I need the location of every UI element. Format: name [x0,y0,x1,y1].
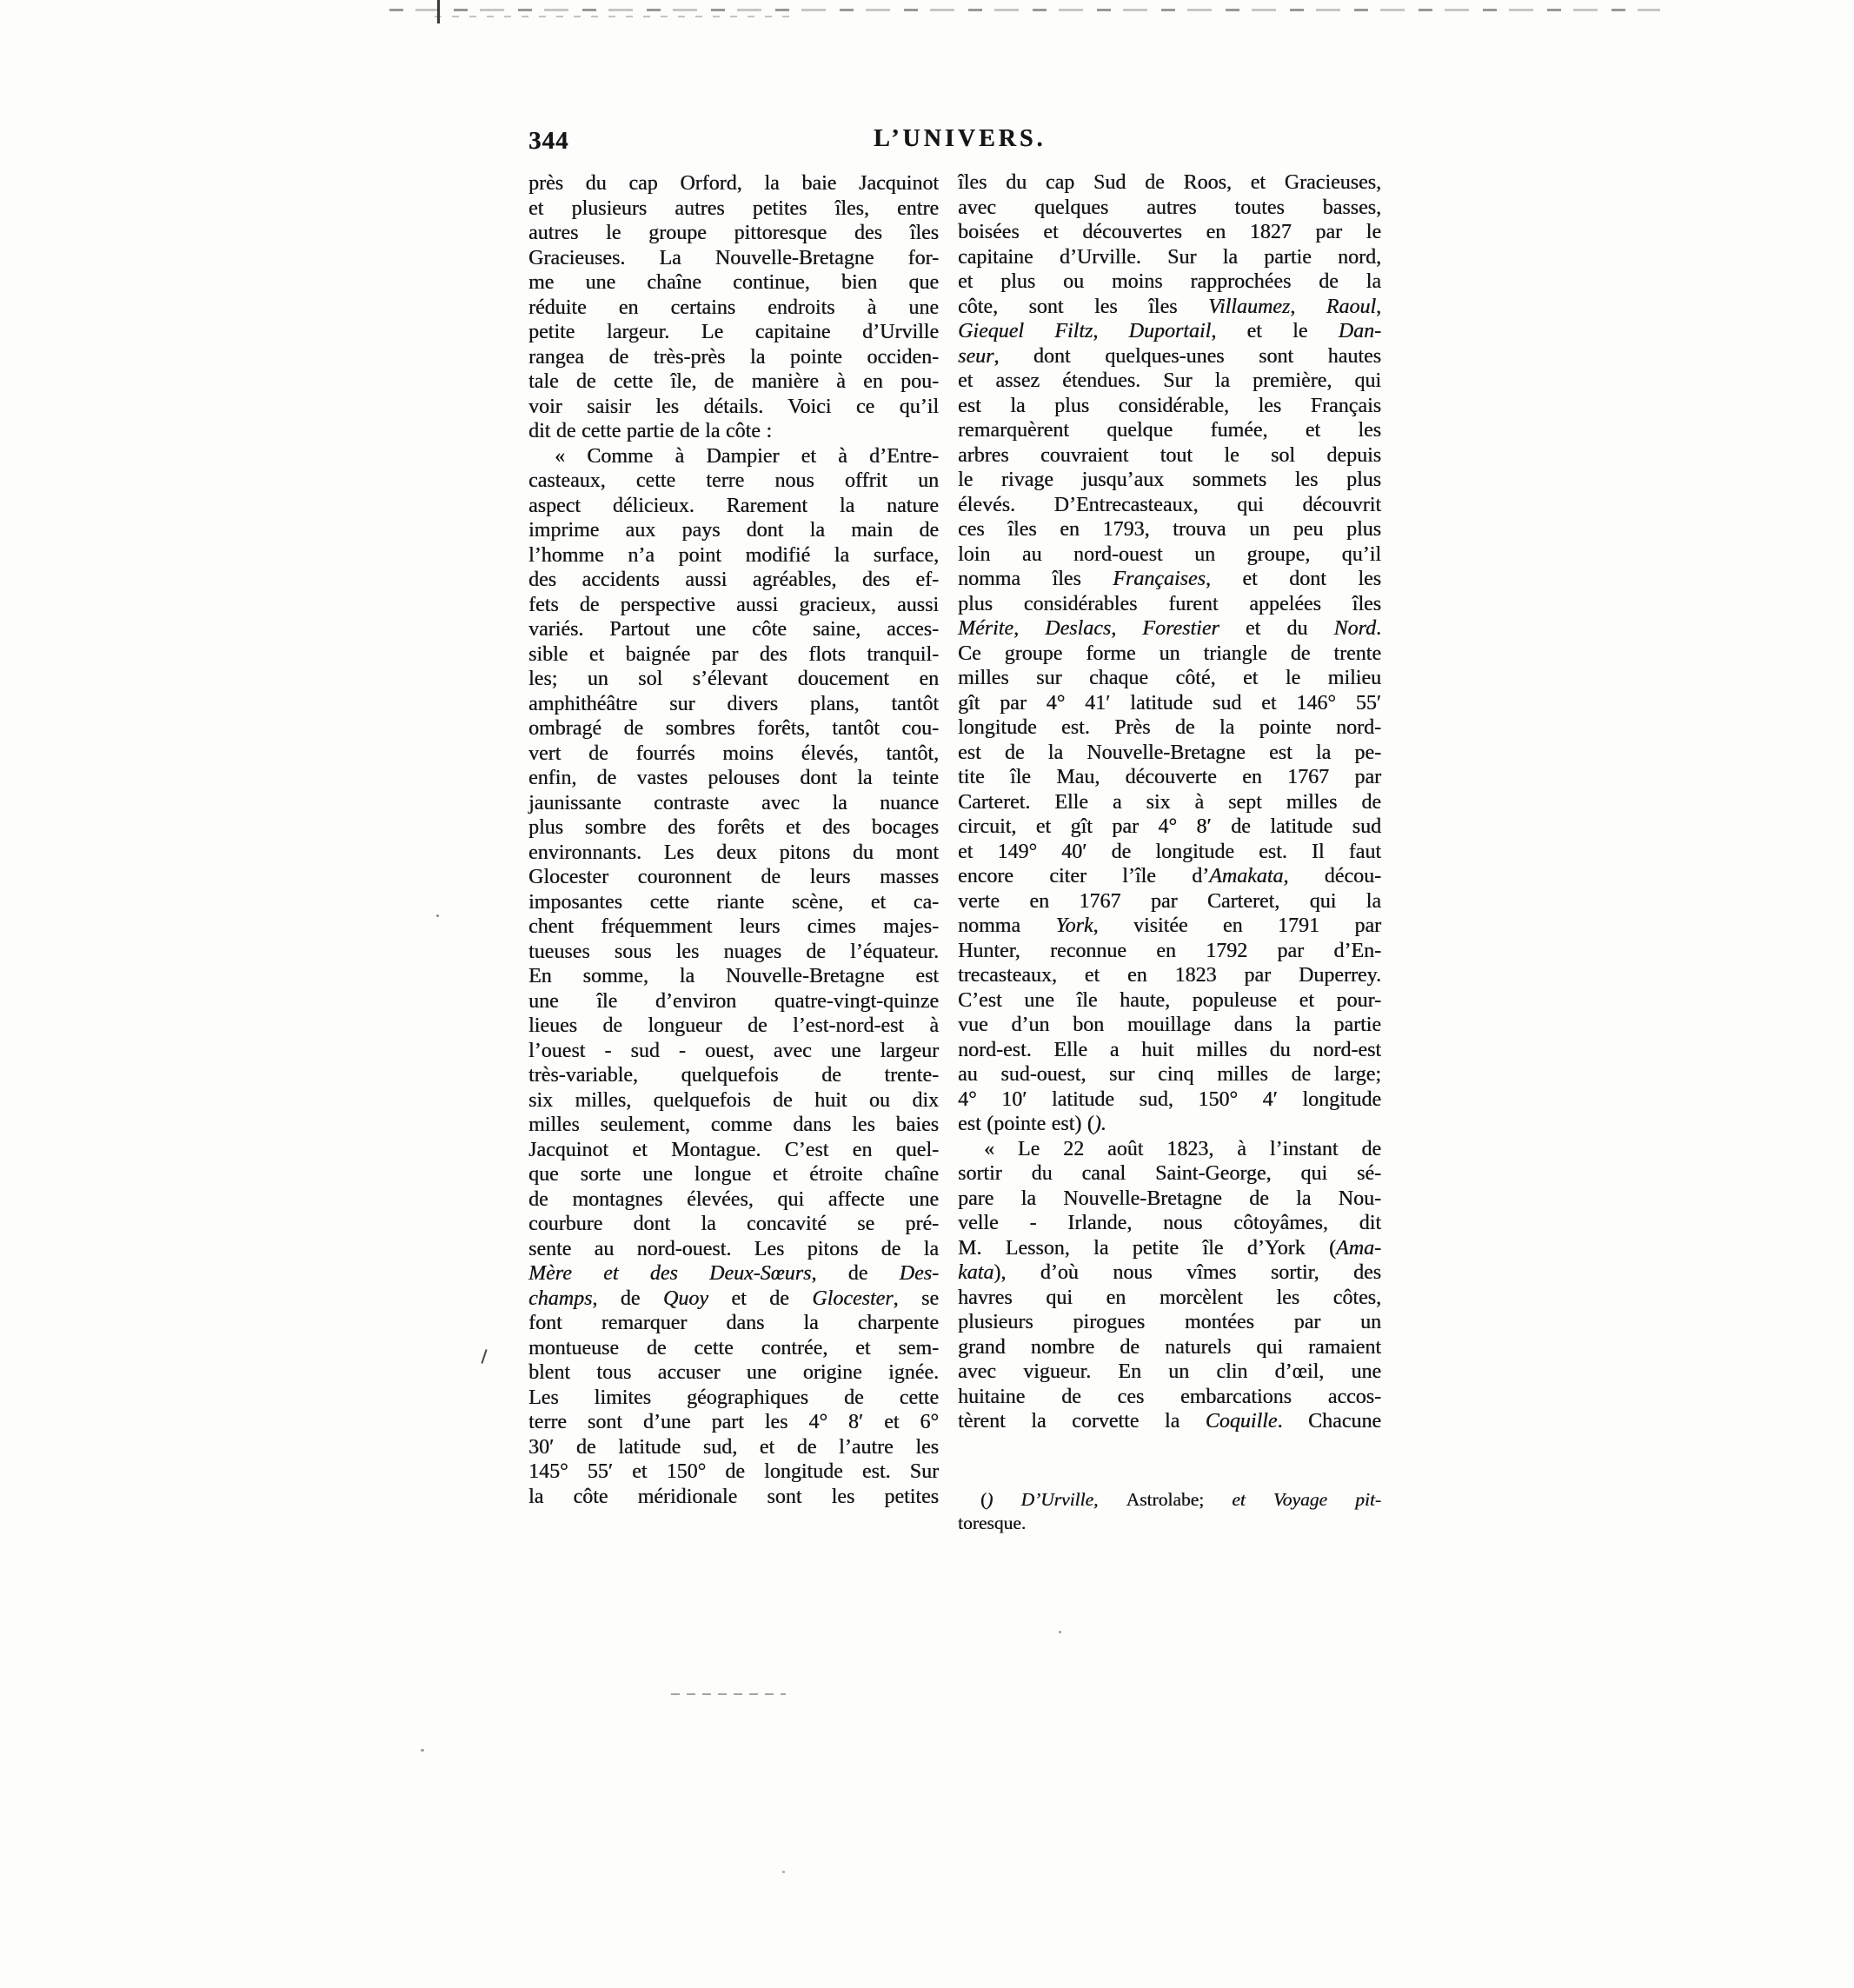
text-line: tite île Mau, découverte en 1767 par [958,766,1381,788]
text-line: loin au nord-ouest un groupe, qu’il [958,542,1381,566]
text-line: environnants. Les deux pitons du mont [528,841,939,864]
text-line: milles sur chaque côté, et le milieu [958,667,1381,689]
text-line: au sud-ouest, sur cinq milles de large; [958,1063,1381,1086]
text-line: « Le 22 août 1823, à l’instant de [984,1137,1381,1160]
text-line: de montagnes élevées, qui affecte une [528,1187,939,1211]
text-line: boisées et découvertes en 1827 par le [958,221,1381,243]
page-number: 344 [528,127,569,155]
text-line: sente au nord-ouest. Les pitons de la [528,1237,939,1260]
text-line: M. Lesson, la petite île d’York (Ama- [958,1236,1381,1260]
text-line: et 149° 40′ de longitude est. Il faut [958,840,1381,863]
text-line: plusieurs pirogues montées par un [958,1311,1381,1333]
text-line: plus sombre des forêts et des bocages [528,816,939,839]
text-line: trecasteaux, et en 1823 par Duperrey. [958,964,1381,987]
text-line: très-variable, quelquefois de trente- [528,1064,939,1087]
text-line: Hunter, reconnue en 1792 par d’En- [958,939,1381,962]
text-line: élevés. D’Entrecasteaux, qui découvrit [958,493,1381,516]
text-line: tèrent la corvette la Coquille. Chacune [958,1410,1381,1433]
text-line: C’est une île haute, populeuse et pour- [958,988,1381,1012]
text-line: nomma York, visitée en 1791 par [958,914,1381,937]
text-line: capitaine d’Urville. Sur la partie nord, [958,245,1381,269]
text-line: nomma îles Françaises, et dont les [958,568,1381,590]
text-line: jaunissante contraste avec la nuance [528,791,939,814]
text-line: lieues de longueur de l’est-nord-est à [528,1014,939,1037]
text-line: terre sont d’une part les 4° 8′ et 6° [528,1411,939,1433]
text-line: havres qui en morcèlent les côtes, [958,1286,1381,1309]
text-line: Ce groupe forme un triangle de trente [958,642,1381,665]
text-line: six milles, quelquefois de huit ou dix [528,1088,939,1112]
scan-artifact-dot [1059,1631,1061,1633]
text-line: dit de cette partie de la côte : [528,420,773,442]
text-line: les; un sol s’élevant doucement en [528,668,939,690]
text-line: aspect délicieux. Rarement la nature [528,494,939,517]
text-line: longitude est. Près de la pointe nord- [958,716,1381,739]
text-line: petite largeur. Le capitaine d’Urville [528,321,939,343]
text-line: encore citer l’île d’Amakata, décou- [958,865,1381,888]
text-line: avec vigueur. En un clin d’œil, une [958,1360,1381,1383]
text-line: 4° 10′ latitude sud, 150° 4′ longitude [958,1087,1381,1111]
text-line: est la plus considérable, les Français [958,394,1381,417]
text-line: côte, sont les îles Villaumez, Raoul, [958,295,1382,318]
text-line: imposantes cette riante scène, et ca- [528,890,939,914]
text-line: la côte méridionale sont les petites [528,1485,939,1508]
text-line: () D’Urville, Astrolabe; et Voyage pit- [980,1489,1381,1510]
text-line: verte en 1767 par Carteret, qui la [958,889,1381,913]
scan-artifact-slash [481,1349,487,1364]
text-line: circuit, et gît par 4° 8′ de latitude sud [958,815,1381,838]
text-line: imprime aux pays dont la main de [528,519,939,542]
text-line: velle - Irlande, nous côtoyâmes, dit [958,1212,1381,1234]
text-line: amphithéâtre sur divers plans, tantôt [528,692,939,715]
text-line: nord-est. Elle a huit milles du nord-est [958,1038,1381,1061]
scan-artifact-dashed-line [435,16,800,17]
text-line: est (pointe est) (). [958,1113,1106,1135]
text-line: chent fréquemment leurs cimes majes- [528,915,939,938]
text-line: variés. Partout une côte saine, acces- [528,618,939,641]
text-line: le rivage jusqu’aux sommets les plus [958,469,1381,491]
text-line: blent tous accuser une origine ignée. [528,1361,939,1384]
text-line: près du cap Orford, la baie Jacquinot [528,172,939,195]
text-line: « Comme à Dampier et à d’Entre- [555,444,939,468]
text-line: casteaux, cette terre nous offrit un [528,469,939,492]
text-line: Giequel Filtz, Duportail, et le Dan- [958,320,1382,342]
scan-artifact-dot [782,1871,785,1873]
text-line: et plusieurs autres petites îles, entre [528,196,939,220]
text-line: que sorte une longue et étroite chaîne [528,1163,939,1186]
scan-artifact-dot [421,1749,424,1752]
text-line: 30′ de latitude sud, et de l’autre les [528,1435,939,1459]
text-line: une île d’environ quatre-vingt-quinze [528,989,939,1013]
text-line: l’ouest - sud - ouest, avec une largeur [528,1039,939,1062]
text-line: arbres couvraient tout le sol depuis [958,443,1381,467]
text-line: Les limites géographiques de cette [528,1386,939,1409]
text-line: Mérite, Deslacs, Forestier et du Nord. [958,617,1381,640]
text-line: remarquèrent quelque fumée, et les [958,419,1381,442]
text-line: est de la Nouvelle-Bretagne est la pe- [958,741,1381,764]
text-line: courbure dont la concavité se pré- [528,1213,939,1235]
running-title: L’UNIVERS. [874,125,1047,152]
text-line: réduite en certains endroits à une [528,296,939,319]
scan-artifact-dot [436,914,439,917]
scan-artifact-tick [437,0,440,23]
text-line: sortir du canal Saint-George, qui sé- [958,1162,1381,1185]
left-text-column [528,171,939,1509]
text-line: ces îles en 1793, trouva un peu plus [958,518,1381,541]
text-line: toresque. [958,1512,1027,1533]
text-line: enfin, de vastes pelouses dont la teinte [528,767,939,789]
text-line: En somme, la Nouvelle-Bretagne est [528,965,939,987]
text-line: huitaine de ces embarcations accos- [958,1385,1381,1408]
text-line: gît par 4° 41′ latitude sud et 146° 55′ [958,691,1381,715]
text-line: des accidents aussi agréables, des ef- [528,568,939,591]
text-line: rangea de très-près la pointe occiden- [528,345,939,369]
text-line: voir saisir les détails. Voici ce qu’il [528,395,939,418]
text-line: me une chaîne continue, bien que [528,271,939,294]
footnote [958,1488,1381,1534]
text-line: vert de fourrés moins élevés, tantôt, [528,741,939,765]
text-line: autres le groupe pittoresque des îles [528,222,939,244]
text-line: fets de perspective aussi gracieux, aussi [528,593,939,616]
text-line: kata), d’où nous vîmes sortir, des [958,1261,1381,1284]
text-line: font remarquer dans la charpente [528,1312,939,1334]
scan-artifact-dashed-line [389,9,1660,11]
text-line: tale de cette île, de manière à en pou- [528,370,939,393]
text-line: milles seulement, comme dans les baies [528,1114,939,1136]
text-line: seur, dont quelques-unes sont hautes [958,344,1381,368]
text-line: 145° 55′ et 150° de longitude est. Sur [528,1460,939,1483]
text-line: champs, de Quoy et de Glocester, se [528,1287,939,1310]
text-line: et assez étendues. Sur la première, qui [958,369,1381,392]
text-line: Glocester couronnent de leurs masses [528,866,939,888]
right-text-column [958,170,1381,1434]
text-line: Gracieuses. La Nouvelle-Bretagne for- [528,246,939,269]
scan-artifact-dashes [671,1693,786,1695]
text-line: et plus ou moins rapprochées de la [958,270,1381,293]
text-line: Carteret. Elle a six à sept milles de [958,790,1381,814]
text-line: îles du cap Sud de Roos, et Gracieuses, [958,171,1381,194]
text-line: l’homme n’a point modifié la surface, [528,543,939,567]
text-line: vue d’un bon mouillage dans la partie [958,1014,1381,1036]
text-line: tueuses sous les nuages de l’équateur. [528,940,939,963]
text-line: ombragé de sombres forêts, tantôt cou- [528,717,939,740]
text-line: pare la Nouvelle-Bretagne de la Nou- [958,1187,1381,1210]
text-line: sible et baignée par des flots tranquil- [528,642,939,666]
text-line: avec quelques autres toutes basses, [958,196,1381,219]
text-line: Mère et des Deux-Sœurs, de Des- [528,1262,939,1285]
text-line: plus considérables furent appelées îles [958,592,1381,615]
text-line: montueuse de cette contrée, et sem- [528,1336,939,1360]
text-line: Jacquinot et Montague. C’est en quel- [528,1138,939,1161]
text-line: grand nombre de naturels qui ramaient [958,1335,1381,1359]
